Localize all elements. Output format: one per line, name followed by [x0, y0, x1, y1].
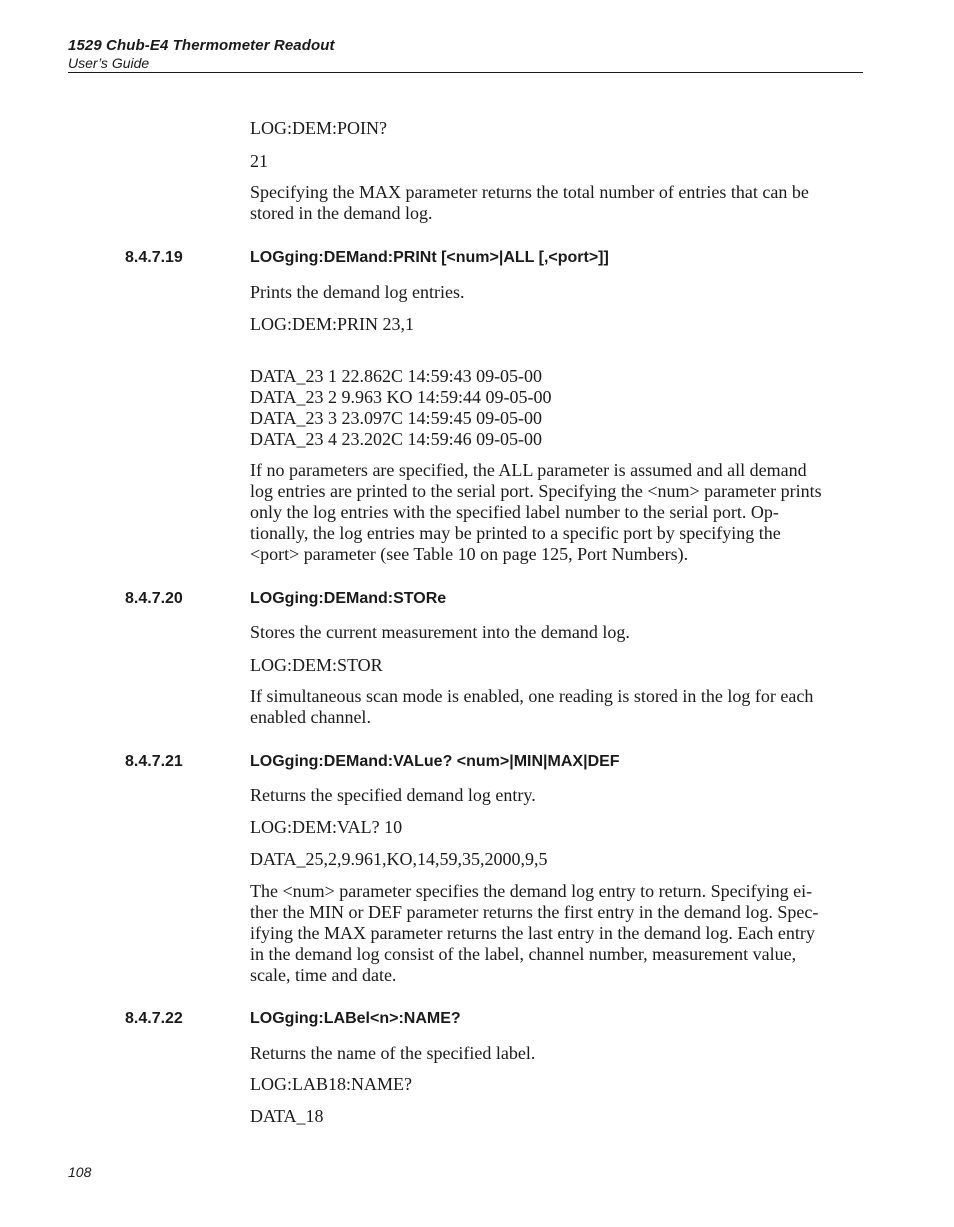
section-response: DATA_18	[250, 1106, 324, 1126]
section-command: LOG:LAB18:NAME?	[250, 1074, 412, 1094]
intro-paragraph	[250, 182, 865, 224]
text-line: scale, time and date.	[250, 965, 397, 985]
section-description: Prints the demand log entries.	[250, 282, 465, 302]
output-line: DATA_23 2 9.963 KO 14:59:44 09-05-00	[250, 387, 552, 407]
section-title: LOGging:LABel<n>:NAME?	[250, 1010, 461, 1027]
section-description: Returns the specified demand log entry.	[250, 785, 536, 805]
section-response: DATA_25,2,9.961,KO,14,59,35,2000,9,5	[250, 849, 548, 869]
section-description: Stores the current measurement into the demand log.	[250, 622, 630, 642]
section-number: 8.4.7.21	[125, 753, 183, 770]
section-number: 8.4.7.22	[125, 1010, 183, 1027]
output-line: DATA_23 4 23.202C 14:59:46 09-05-00	[250, 429, 543, 449]
text-line: <port> parameter (see Table 10 on page 125, Port Numbers).	[250, 544, 689, 564]
section-number: 8.4.7.19	[125, 249, 183, 266]
text-line: enabled channel.	[250, 707, 371, 727]
text-line: Specifying the MAX parameter returns the total number of entries that can be	[250, 182, 809, 202]
document-subtitle: User’s Guide	[68, 55, 150, 71]
header-rule	[68, 72, 863, 73]
section-title: LOGging:DEMand:PRINt [<num>|ALL [,<port>]]	[250, 249, 609, 266]
section-paragraph	[250, 686, 865, 728]
text-line: in the demand log consist of the label, channel number, measurement value,	[250, 944, 797, 964]
command-output	[250, 366, 865, 450]
intro-command: LOG:DEM:POIN?	[250, 118, 387, 138]
section-paragraph	[250, 881, 865, 986]
section-title: LOGging:DEMand:STORe	[250, 590, 447, 607]
text-line: The <num> parameter specifies the demand log entry to return. Specifying ei-	[250, 881, 813, 901]
intro-response: 21	[250, 151, 268, 171]
section-description: Returns the name of the specified label.	[250, 1043, 536, 1063]
output-line: DATA_23 3 23.097C 14:59:45 09-05-00	[250, 408, 543, 428]
document-title: 1529 Chub-E4 Thermometer Readout	[68, 37, 335, 54]
text-line: log entries are printed to the serial port. Specifying the <num> parameter prints	[250, 481, 822, 501]
section-command: LOG:DEM:VAL? 10	[250, 817, 403, 837]
text-line: ifying the MAX parameter returns the last entry in the demand log. Each entry	[250, 923, 815, 943]
section-number: 8.4.7.20	[125, 590, 183, 607]
section-command: LOG:DEM:STOR	[250, 655, 383, 675]
section-title: LOGging:DEMand:VALue? <num>|MIN|MAX|DEF	[250, 753, 620, 770]
output-line: DATA_23 1 22.862C 14:59:43 09-05-00	[250, 366, 543, 386]
text-line: If simultaneous scan mode is enabled, one reading is stored in the log for each	[250, 686, 814, 706]
section-paragraph	[250, 460, 865, 565]
text-line: tionally, the log entries may be printed to a specific port by specifying the	[250, 523, 781, 543]
text-line: only the log entries with the specified label number to the serial port. Op-	[250, 502, 779, 522]
text-line: If no parameters are specified, the ALL parameter is assumed and all demand	[250, 460, 807, 480]
text-line: ther the MIN or DEF parameter returns the first entry in the demand log. Spec-	[250, 902, 819, 922]
page-number: 108	[68, 1164, 92, 1180]
section-command: LOG:DEM:PRIN 23,1	[250, 314, 415, 334]
text-line: stored in the demand log.	[250, 203, 433, 223]
